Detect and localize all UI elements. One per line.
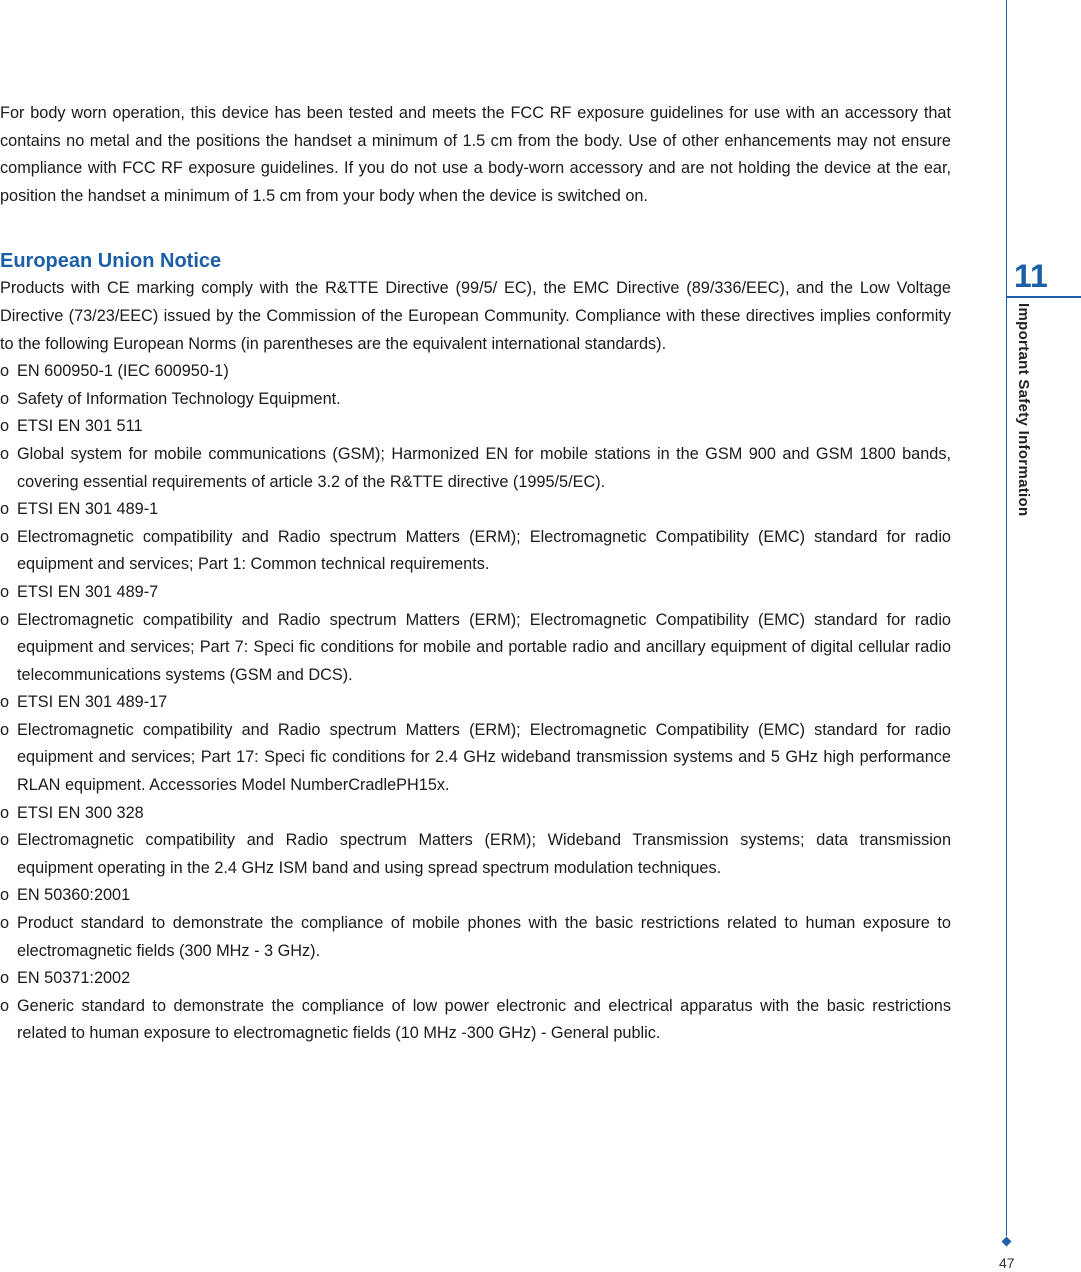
list-item-text: Electromagnetic compatibility and Radio spectrum Matters (ERM); Electromagnetic Compatibility (EMC) standard for radio equipment and services; Part 17: Speci fic conditions for 2.4 GHz wideband transmission systems and 5 GHz high performance RLAN equipment. Accessories Model NumberCradlePH15x.	[17, 720, 951, 795]
list-item-text: Safety of Information Technology Equipment.	[17, 389, 341, 408]
list-item	[0, 579, 951, 607]
bullet-marker: o	[0, 996, 10, 1015]
bullet-marker: o	[0, 610, 10, 629]
section-title: European Union Notice	[0, 250, 222, 273]
list-item	[0, 910, 951, 965]
side-rule	[1006, 0, 1007, 1236]
list-item	[0, 717, 951, 800]
list-item-text: EN 50371:2002	[17, 969, 131, 988]
list-item-text: Electromagnetic compatibility and Radio spectrum Matters (ERM); Electromagnetic Compatibility (EMC) standard for radio equipment and services; Part 1: Common technical requirements.	[17, 527, 951, 574]
bullet-marker: o	[0, 417, 10, 436]
list-item-text: Electromagnetic compatibility and Radio spectrum Matters (ERM); Wideband Transmission systems; data transmission equipment operating in the 2.4 GHz ISM band and using spread spectrum modulation techniques.	[17, 831, 951, 877]
page-content	[0, 100, 951, 1048]
bullet-marker: o	[0, 444, 10, 463]
chapter-underline	[1006, 296, 1081, 298]
list-item-text: Electromagnetic compatibility and Radio spectrum Matters (ERM); Electromagnetic Compatibility (EMC) standard for radio equipment and services; Part 7: Speci fic conditions for mobile and portable radio and ancillary equipment of digital cellular radio telecommunications systems (GSM and DCS).	[17, 610, 951, 684]
bullet-marker: o	[0, 886, 10, 905]
bullet-marker: o	[0, 969, 10, 988]
intro-paragraph: For body worn operation, this device has been tested and meets the FCC RF exposure guidelines for use with an accessory that contains no metal and the positions the handset a minimum of 1.5 cm from the body. Use of other enhancements may not ensure compliance with FCC RF exposure guidelines. If you do not use a body-worn accessory and are not holding the device at the ear, position the handset a minimum of 1.5 cm from your body when the device is switched on.	[0, 104, 951, 205]
list-item-text: ETSI EN 300 328	[17, 803, 144, 822]
list-item-text: ETSI EN 301 489-1	[17, 500, 159, 519]
list-item	[0, 689, 951, 717]
bullet-marker: o	[0, 362, 10, 381]
list-item-text: Product standard to demonstrate the compliance of mobile phones with the basic restrictions related to human exposure to electromagnetic fields (300 MHz - 3 GHz).	[17, 914, 951, 960]
bullet-marker: o	[0, 803, 10, 822]
list-item-text: Global system for mobile communications (GSM); Harmonized EN for mobile stations in the GSM 900 and GSM 1800 bands, covering essential requirements of article 3.2 of the R&TTE directive (1995/5/EC).	[17, 444, 951, 491]
bullet-marker: o	[0, 500, 10, 519]
list-item	[0, 882, 951, 910]
list-item	[0, 496, 951, 524]
list-item-text: Generic standard to demonstrate the compliance of low power electronic and electrical apparatus with the basic restrictions related to human exposure to electromagnetic fields (10 MHz -300 GHz) - General public.	[17, 996, 951, 1043]
chapter-number: 11	[1014, 258, 1048, 294]
list-item	[0, 827, 951, 882]
standards-list	[0, 358, 951, 1048]
bullet-marker: o	[0, 582, 10, 601]
list-item-text: ETSI EN 301 511	[17, 417, 143, 436]
bullet-marker: o	[0, 720, 10, 739]
diamond-icon	[1002, 1237, 1012, 1247]
list-item	[0, 413, 951, 441]
list-item	[0, 965, 951, 993]
list-item	[0, 441, 951, 496]
list-item-text: EN 50360:2001	[17, 886, 131, 905]
eu-intro-paragraph: Products with CE marking comply with the R&TTE Directive (99/5/ EC), the EMC Directive (89/336/EEC), and the Low Voltage Directive (73/23/EEC) issued by the Commission of the European Community. Compliance with these directives implies conformity to the following European Norms (in parentheses are the equivalent international standards).	[0, 279, 951, 353]
chapter-title: Important Safety Information	[1015, 303, 1032, 517]
bullet-marker: o	[0, 527, 10, 546]
list-item-text: EN 600950-1 (IEC 600950-1)	[17, 362, 229, 381]
page-number: 47	[999, 1255, 1015, 1271]
list-item	[0, 524, 951, 579]
list-item	[0, 993, 951, 1048]
bullet-marker: o	[0, 914, 10, 933]
list-item-text: ETSI EN 301 489-7	[17, 582, 159, 601]
list-item	[0, 800, 951, 828]
list-item-text: ETSI EN 301 489-17	[17, 693, 168, 712]
bullet-marker: o	[0, 389, 10, 408]
list-item	[0, 358, 951, 386]
list-item	[0, 607, 951, 690]
bullet-marker: o	[0, 693, 10, 712]
list-item	[0, 386, 951, 414]
bullet-marker: o	[0, 831, 10, 850]
